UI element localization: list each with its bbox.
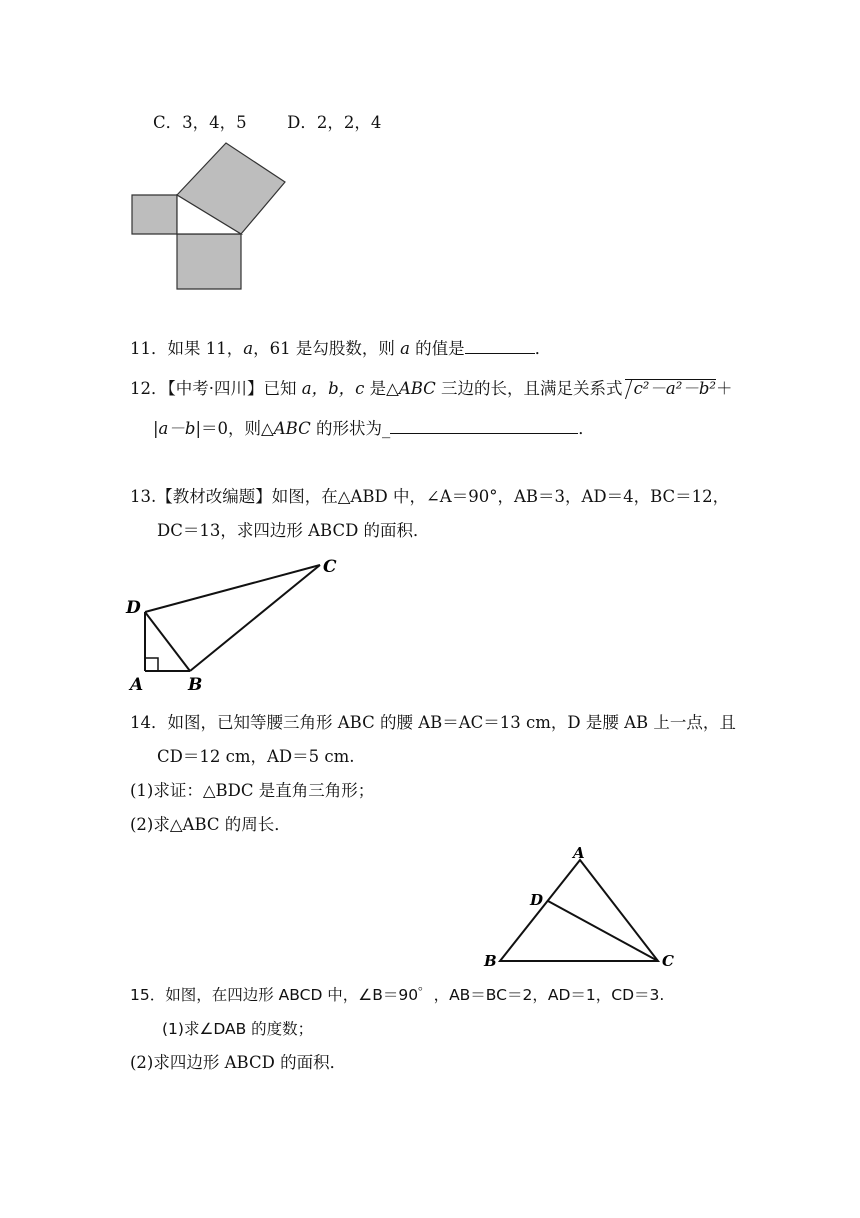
question-15-part1: (1)求∠DAB 的度数；: [162, 1020, 314, 1038]
question-13-line1: 13.【教材改编题】如图，在△ABD 中，∠A＝90°，AB＝3，AD＝4，BC＝12，: [130, 487, 730, 506]
label-c: C: [323, 557, 337, 577]
question-14-part1: (1)求证：△BDC 是直角三角形；: [130, 781, 375, 800]
q10-options: [153, 112, 381, 134]
label-a: A: [573, 844, 585, 862]
question-15-line1: 15．如图，在四边形 ABCD 中，∠B＝90゜，AB＝BC＝2，AD＝1，CD＝3.: [130, 986, 665, 1004]
question-12-line1: 12．【中考·四川】已知 a，b，c 是△ABC 三边的长，且满足关系式 c²－a²－b²＋: [130, 379, 733, 398]
question-15-part2: (2)求四边形 ABCD 的面积．: [130, 1053, 347, 1072]
square-bottom: [177, 234, 241, 289]
label-d: D: [126, 598, 141, 618]
pythagoras-squares-figure: [125, 138, 295, 293]
label-a: A: [130, 675, 144, 695]
q14-triangle-figure: [478, 842, 688, 972]
answer-blank[interactable]: [465, 339, 535, 354]
answer-blank[interactable]: [390, 419, 578, 434]
q13-quadrilateral-figure: [120, 552, 360, 697]
label-b: B: [484, 952, 497, 970]
option-c: C．3，4，5: [153, 113, 247, 132]
question-13-line2: DC＝13，求四边形 ABCD 的面积．: [157, 521, 430, 540]
label-b: B: [188, 675, 203, 695]
question-14-part2: (2)求△ABC 的周长．: [130, 815, 291, 834]
square-left: [132, 195, 177, 234]
label-d: D: [530, 891, 544, 909]
question-14-line1: 14．如图，已知等腰三角形 ABC 的腰 AB＝AC＝13 cm，D 是腰 AB 上一点，且: [130, 713, 736, 732]
question-14-line2: CD＝12 cm，AD＝5 cm.: [157, 747, 355, 766]
question-11: 11．如果 11，a，61 是勾股数，则 a 的值是 ．: [130, 339, 552, 358]
option-d: D．2，2，4: [287, 113, 382, 132]
question-12-line2: |a－b|＝0，则△ABC 的形状为_ ．: [153, 419, 595, 438]
sqrt-expression: c²－a²－b²: [625, 379, 716, 398]
label-c: C: [662, 952, 674, 970]
